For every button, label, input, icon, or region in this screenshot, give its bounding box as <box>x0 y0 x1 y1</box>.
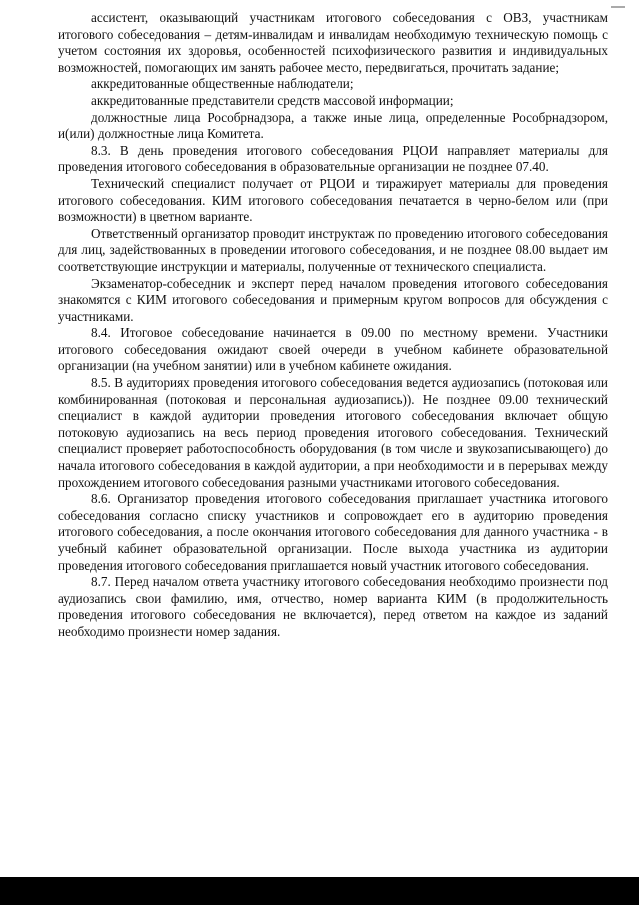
paragraph-responsible-organizer: Ответственный организатор проводит инструктаж по проведению итогового собеседования для лиц, задействованных в проведении итогового собеседования, и не позднее 08.00 выдает им соответствующие инструкции и материалы, полученные от технического специалиста. <box>58 225 608 274</box>
paragraph-tech-specialist: Технический специалист получает от РЦОИ и тиражирует материалы для проведения итогового собеседования. КИМ итогового собеседования печатается в черно-белом или (при возможности) в цветном варианте. <box>58 175 608 225</box>
paragraph-officials: должностные лица Рособрнадзора, а также иные лица, определенные Рособрнадзором, и(или) должностные лица Комитета. <box>58 109 608 142</box>
paragraph-examiner: Экзаменатор-собеседник и эксперт перед началом проведения итогового собеседования знакомятся с КИМ итогового собеседования и примерным кругом вопросов для обсуждения с участниками. <box>58 275 608 324</box>
paragraph-media: аккредитованные представители средств массовой информации; <box>91 92 454 108</box>
scan-artifact <box>611 6 625 8</box>
paragraph-8-6: 8.6. Организатор проведения итогового собеседования приглашает участника итогового собеседования согласно списку участников и сопровождает его в аудиторию проведения итогового собеседования, а после окончания итогового собеседования для данного участника - в учебный кабинет образовательной организации. После выхода участника из аудитории проведения итогового собеседования приглашается новый участник итогового собеседования. <box>58 491 608 573</box>
scan-bottom-border <box>0 877 639 905</box>
paragraph-observers: аккредитованные общественные наблюдатели; <box>91 76 354 92</box>
paragraph-8-7: 8.7. Перед началом ответа участнику итогового собеседования необходимо произнести под аудиозапись свои фамилию, имя, отчество, номер варианта КИМ (в продолжительность проведения итогового собеседования не включается), перед ответом на каждое из заданий необходимо произнести номер задания. <box>58 574 608 639</box>
paragraph-8-4: 8.4. Итоговое собеседование начинается в 09.00 по местному времени. Участники итогового собеседования ожидают своей очереди в учебном кабинете образовательной организации (на учебном занятии) или в учебном кабинете ожидания. <box>58 325 608 374</box>
paragraph-8-3: 8.3. В день проведения итогового собеседования РЦОИ направляет материалы для проведения итогового собеседования в образовательные организации не позднее 07.40. <box>58 142 608 175</box>
document-page <box>58 10 608 641</box>
paragraph-assistant: ассистент, оказывающий участникам итогового собеседования с ОВЗ, участникам итогового собеседования – детям-инвалидам и инвалидам необходимую техническую помощь с учетом состояния их здоровья, особенностей психофизического развития и индивидуальных возможностей, помогающих им занять рабочее место, передвигаться, прочитать задание; <box>58 10 608 75</box>
paragraph-8-5: 8.5. В аудиториях проведения итогового собеседования ведется аудиозапись (потоковая или комбинированная (потоковая и персональная аудиозапись)). Не позднее 09.00 технический специалист в каждой аудитории проведения итогового собеседования включает общую потоковую аудиозапись на весь период проведения итогового собеседования. Технический специалист проверяет работоспособность оборудования (в том числе и звукозаписывающего) до начала итогового собеседования в каждой аудитории, а при необходимости и в перерывах между прохождением итогового собеседования разными участниками итогового собеседования. <box>58 375 608 490</box>
